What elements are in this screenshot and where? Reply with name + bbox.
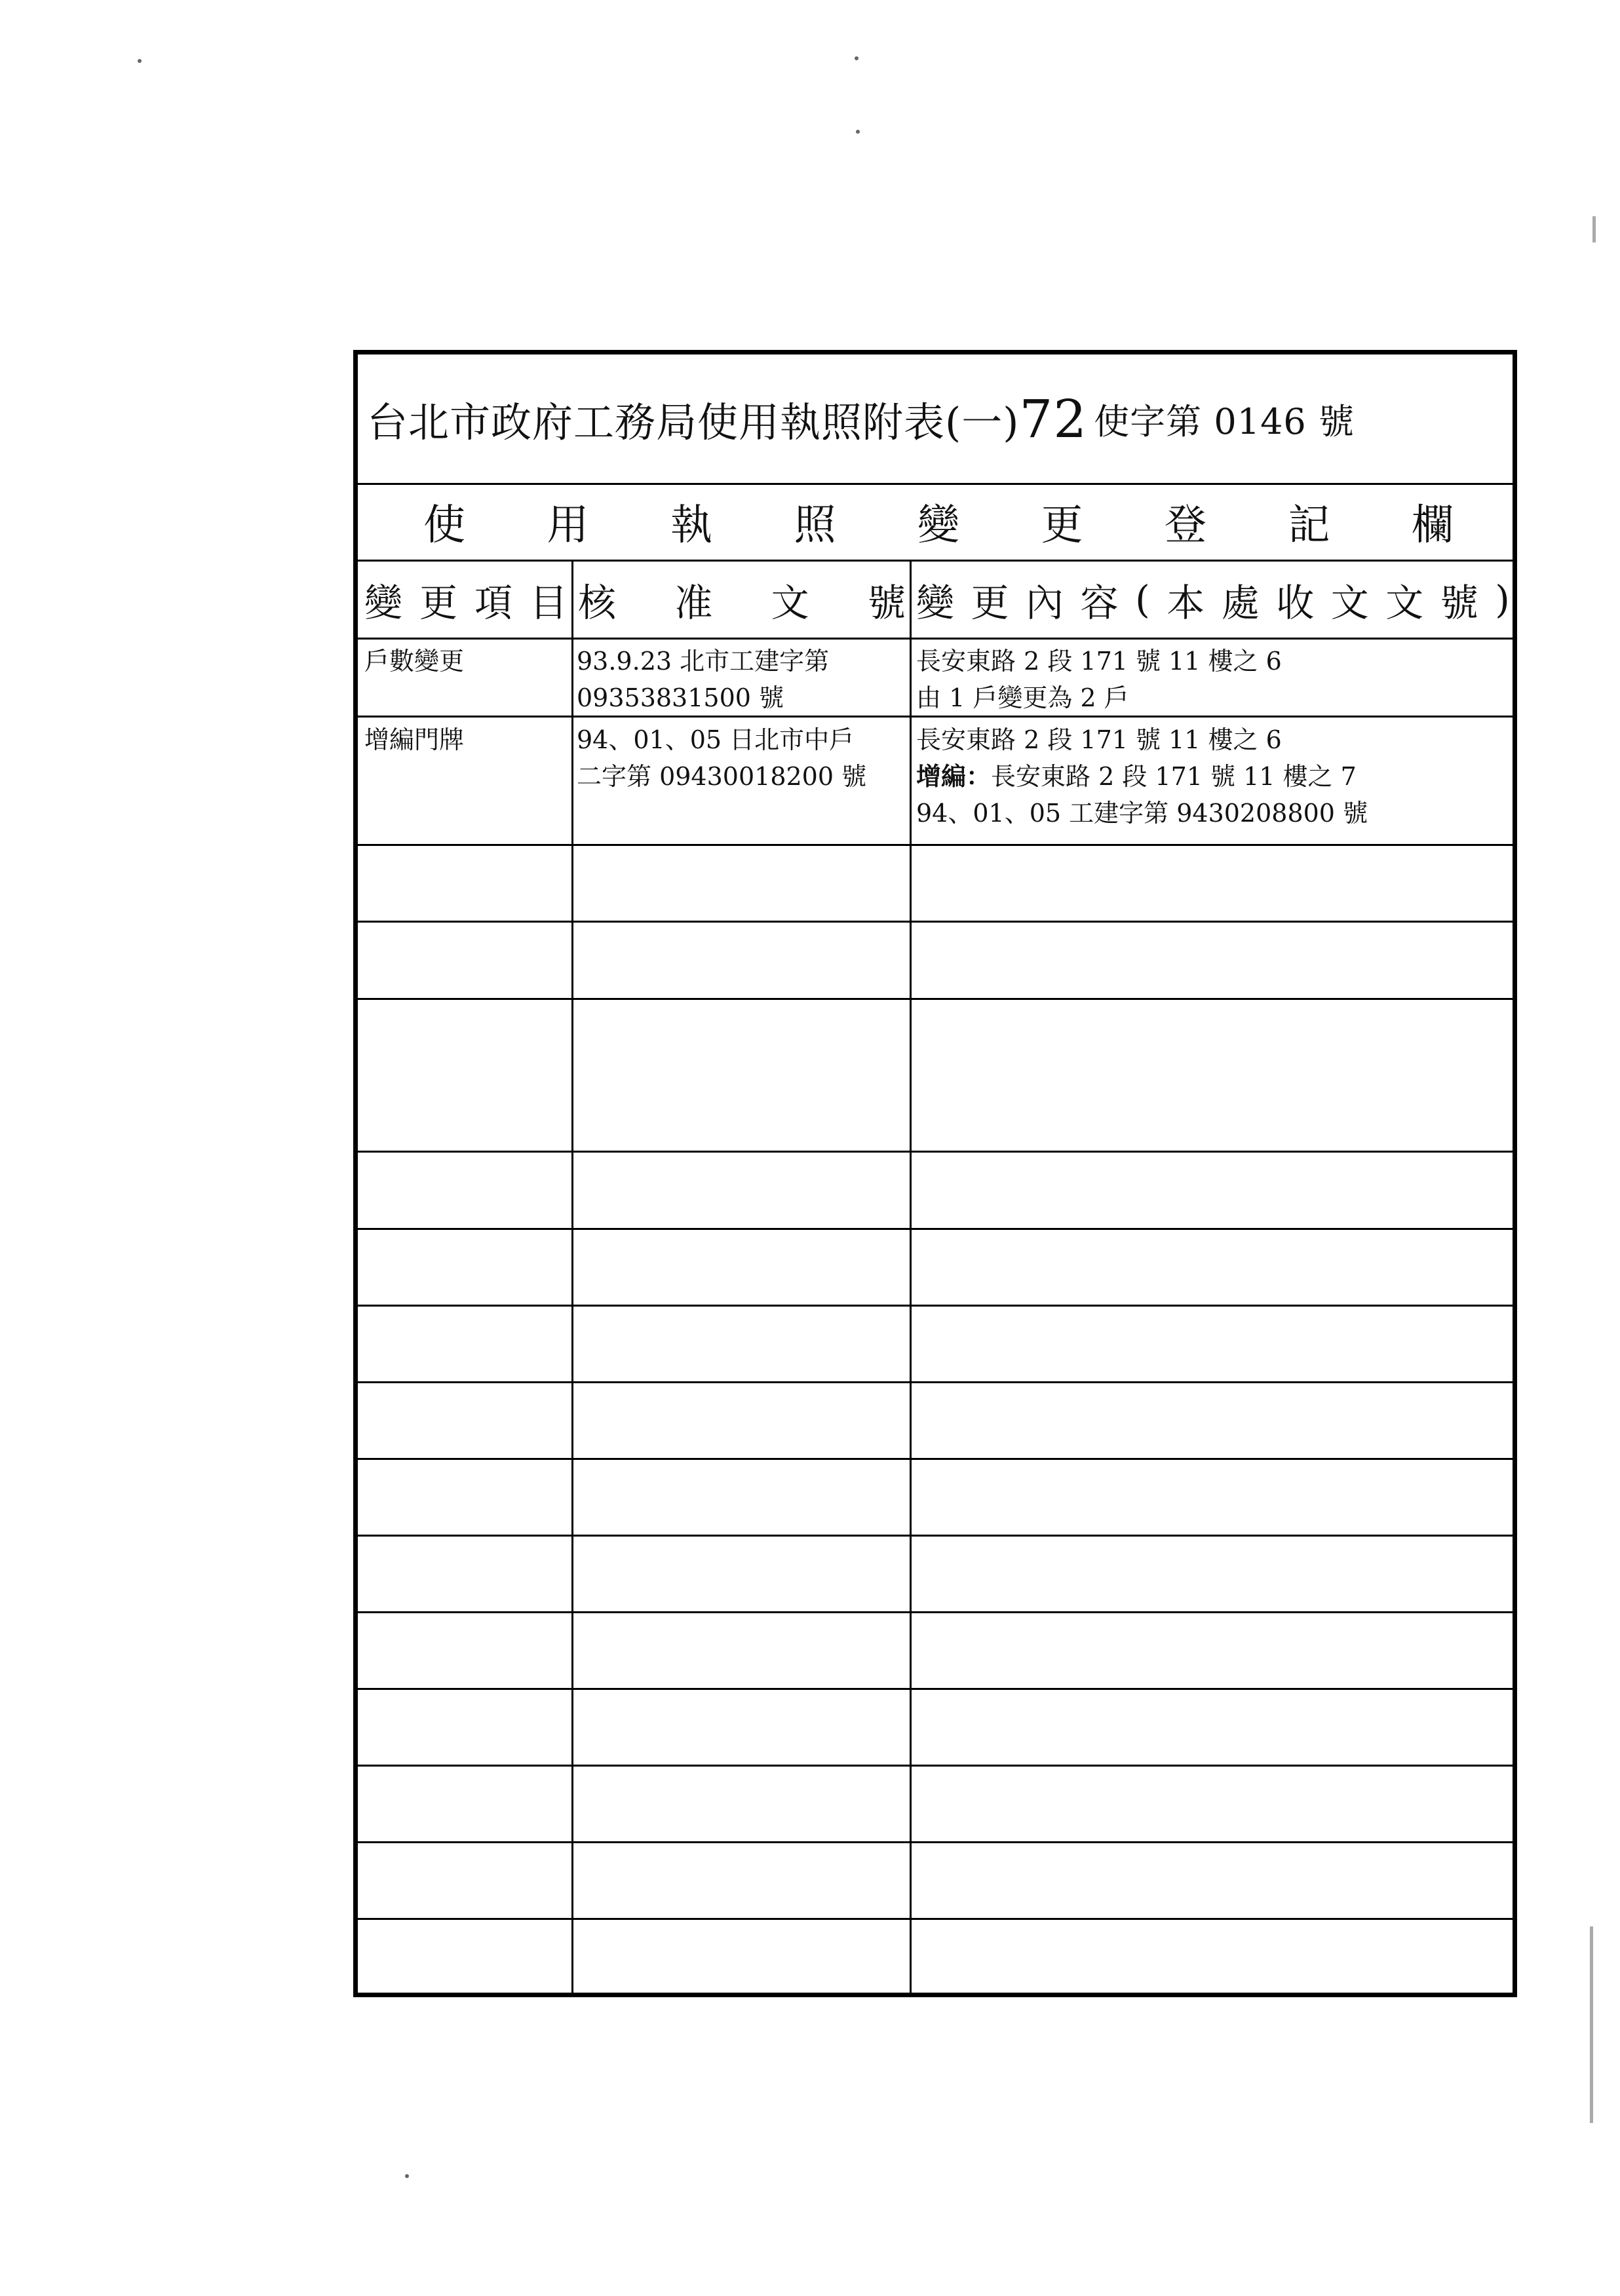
header-char: 項 [474,581,512,625]
row1-content-line1: 長安東路 2 段 171 號 11 樓之 6 [916,647,1282,676]
header-char: 處 [1221,581,1260,625]
scan-edge-mark [1590,1926,1593,2123]
scan-speck [855,56,858,60]
row2-content-line1: 長安東路 2 段 171 號 11 樓之 6 [916,725,1282,754]
row1-content-line2: 由 1 戶變更為 2 戶 [916,683,1129,712]
scan-speck [138,59,142,63]
header-char: 文 [771,581,809,625]
heading-char: 執 [670,501,712,550]
heading-char: 登 [1165,501,1206,550]
form-title [358,354,1513,485]
heading-char: 記 [1288,501,1330,550]
header-char: 變 [916,581,955,625]
column-header-approval [575,562,908,638]
added-number-label: 增編： [916,762,992,791]
heading-char: 用 [547,501,589,550]
row-divider [358,1688,1513,1690]
header-char: 目 [529,581,568,625]
header-char: 內 [1026,581,1064,625]
scan-speck [856,130,860,134]
header-char: 容 [1080,581,1119,625]
row-divider [358,1381,1513,1383]
row-divider [358,1841,1513,1843]
row-divider [358,1765,1513,1767]
header-char: 更 [971,581,1009,625]
row1-approval-line1: 93.9.23 北市工建字第 [577,647,830,676]
header-char: ( [1135,577,1150,622]
row-divider [358,1918,1513,1920]
row-divider [358,844,1513,846]
row-divider [358,1228,1513,1230]
row2-approval-line1: 94、01、05 日北市中戶 [577,725,855,754]
column-divider [571,562,573,1993]
heading-char: 欄 [1412,501,1454,550]
header-char: 更 [419,581,457,625]
row2-content-line2 [916,758,1357,795]
column-divider [910,562,912,1993]
row-divider [358,1458,1513,1460]
row-divider [358,921,1513,923]
scan-speck [405,2174,409,2178]
section-heading [358,483,1513,562]
form-title-suffix: 使字第 0146 號 [1094,400,1355,442]
heading-char: 照 [794,501,836,550]
header-char: 准 [674,581,713,625]
form-title-number: 72 [1019,388,1088,450]
usage-permit-change-form [353,350,1517,1997]
row1-approval-line2: 09353831500 號 [577,683,784,712]
column-header-content [914,562,1513,638]
header-char: 號 [867,581,906,625]
header-char: ) [1495,577,1510,622]
row-divider [358,1611,1513,1613]
header-char: 文 [1385,581,1424,625]
column-header-row [358,562,1513,640]
row2-approval-line2: 二字第 09430018200 號 [577,762,867,791]
row2-content-line3: 94、01、05 工建字第 9430208800 號 [916,799,1368,828]
column-header-item [362,562,570,638]
header-char: 收 [1276,581,1315,625]
scan-edge-mark [1592,216,1596,242]
row-divider [358,1305,1513,1307]
row-divider [358,1151,1513,1153]
header-char: 本 [1167,581,1205,625]
row1-item: 戶數變更 [364,647,465,676]
row2-item: 增編門牌 [364,725,465,754]
form-title-text: 台北市政府工務局使用執照附表(一) [367,398,1020,446]
heading-char: 使 [423,501,465,550]
row-divider [358,998,1513,1000]
header-char: 號 [1440,581,1478,625]
header-char: 文 [1330,581,1369,625]
row-divider [358,1535,1513,1537]
header-char: 變 [364,581,403,625]
heading-char: 更 [1041,501,1083,550]
header-char: 核 [578,581,617,625]
added-number-address: 長安東路 2 段 171 號 11 樓之 7 [991,762,1357,791]
heading-char: 變 [917,501,959,550]
